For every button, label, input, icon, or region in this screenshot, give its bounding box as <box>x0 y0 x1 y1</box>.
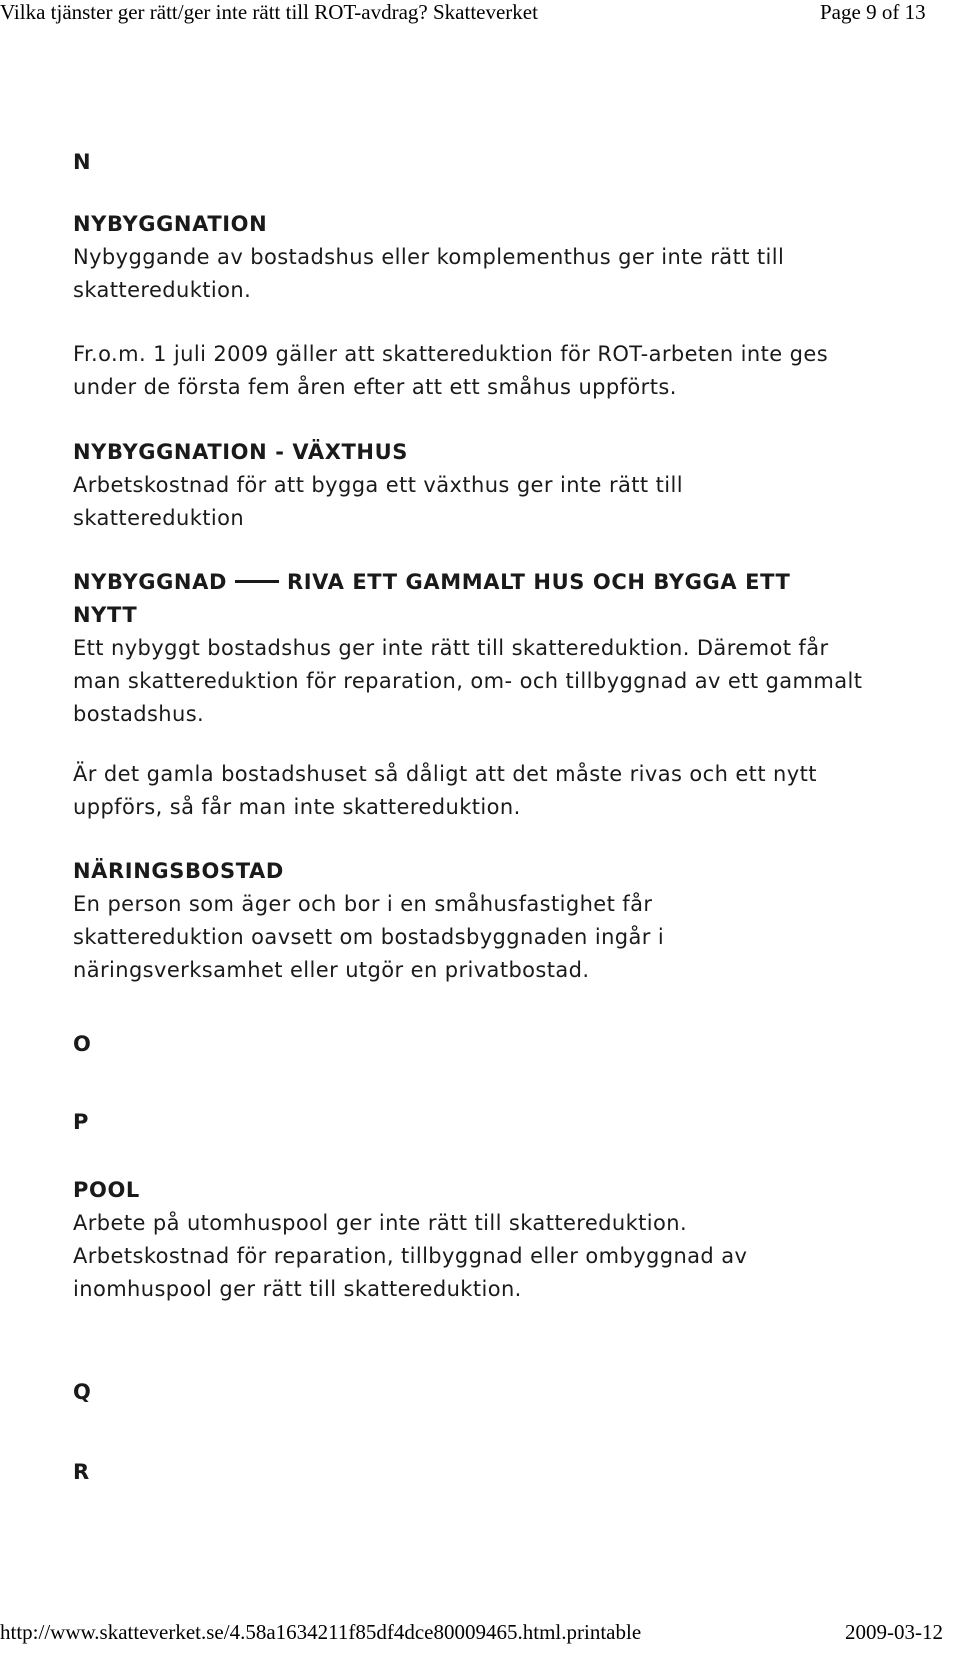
entry-heading-part-b: RIVA ETT GAMMALT HUS OCH BYGGA ETT NYTT <box>73 570 791 627</box>
entry-pool <box>73 1174 953 1306</box>
page-number: Page 9 of 13 <box>820 0 926 24</box>
entry-paragraph: Fr.o.m. 1 juli 2009 gäller att skattereduktion för ROT-arbeten inte ges under de första fem åren efter att ett småhus uppförts. <box>73 342 829 399</box>
entry-vaxthus <box>73 436 953 535</box>
entry-riva-note <box>73 758 953 824</box>
section-letter-p: P <box>73 1110 89 1134</box>
em-dash-separator <box>235 580 279 583</box>
entry-paragraph: En person som äger och bor i en småhusfastighet får skattereduktion oavsett om bostadsbyggnaden ingår i näringsverksamhet eller utgör en privatbostad. <box>73 892 665 982</box>
entry-paragraph: Ett nybyggt bostadshus ger inte rätt till skattereduktion. Däremot får man skattereduktion för reparation, om- och tillbyggnad av ett gammalt bostadshus. <box>73 636 863 726</box>
entry-heading-part-a: NYBYGGNAD <box>73 570 227 594</box>
entry-nybyggnation-note <box>73 338 953 404</box>
entry-paragraph: Arbetskostnad för reparation, tillbyggnad eller ombyggnad av inomhuspool ger rätt till skattereduktion. <box>73 1244 748 1301</box>
entry-paragraph: Är det gamla bostadshuset så dåligt att det måste rivas och ett nytt uppförs, så får man inte skattereduktion. <box>73 762 817 819</box>
entry-nybyggnation <box>73 208 953 307</box>
entry-heading: NÄRINGSBOSTAD <box>73 859 284 883</box>
entry-paragraph: Nybyggande av bostadshus eller komplementhus ger inte rätt till skattereduktion. <box>73 245 785 302</box>
document-title: Vilka tjänster ger rätt/ger inte rätt till ROT-avdrag? Skatteverket <box>0 0 538 24</box>
entry-heading: NYBYGGNATION - VÄXTHUS <box>73 440 408 464</box>
entry-riva <box>73 566 953 731</box>
entry-naringsbostad <box>73 855 953 987</box>
entry-heading: POOL <box>73 1178 140 1202</box>
entry-paragraph: Arbete på utomhuspool ger inte rätt till skattereduktion. <box>73 1211 688 1235</box>
section-letter-o: O <box>73 1032 91 1056</box>
section-letter-n: N <box>73 150 91 174</box>
section-letter-r: R <box>73 1460 90 1484</box>
page-url: http://www.skatteverket.se/4.58a1634211f85df4dce80009465.html.printable <box>0 1620 642 1644</box>
entry-heading <box>73 566 853 632</box>
entry-heading: NYBYGGNATION <box>73 212 268 236</box>
entry-paragraph: Arbetskostnad för att bygga ett växthus ger inte rätt till skattereduktion <box>73 473 683 530</box>
print-date: 2009-03-12 <box>845 1620 943 1644</box>
section-letter-q: Q <box>73 1380 91 1404</box>
